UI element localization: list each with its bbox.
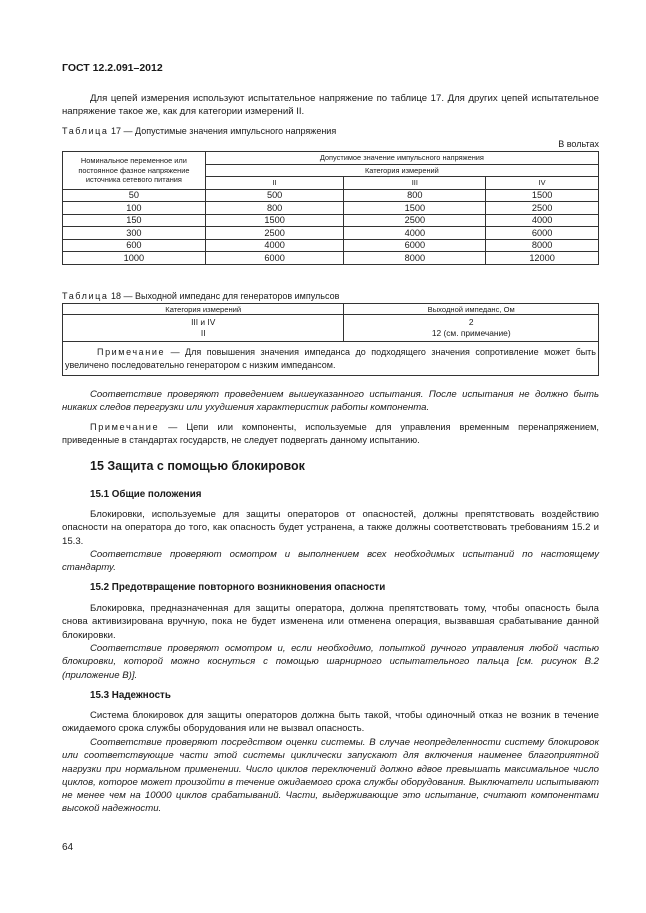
section-15-2-paragraph: Блокировка, предназначенная для защиты оператора, должна препятствовать тому, чтобы опасность была снова активизирована вручную, пока не будет изменена или отменена операция, вызвавшая срабатывание данной блокировки. bbox=[62, 603, 599, 641]
page-number: 64 bbox=[62, 842, 74, 853]
table17-category-header: III bbox=[344, 177, 486, 190]
section-15-3-compliance: Соответствие проверяют посредством оценки системы. В случае неопределенности систему блокировок или соответствующие части этой системы циклически запускают для включения наименее благоприятной нагрузки при нормальном применении. Число циклов переключений должно вдвое превышать максимальное число циклов, которое может произойти в течение ожидаемого срока службы оборудования. Выключатели испытывают не менее чем на 10000 циклов срабатываний. Части, выдерживающие это испытание, считают компонентами высокой надежности. bbox=[62, 737, 599, 815]
table17-caption-prefix: Таблица bbox=[62, 126, 109, 136]
table17-col1-header: Номинальное переменное или постоянное фазное напряжение источника сетевого питания bbox=[63, 152, 206, 190]
table18-impedance-2: 12 (см. примечание) bbox=[431, 328, 511, 338]
table-17 bbox=[62, 151, 599, 265]
table18-impedance-cell bbox=[344, 315, 599, 342]
table18-note-text: — Для повышения значения импеданса до подходящего значения сопротивление может быть увеличено последовательно генератором с низким импедансом. bbox=[65, 347, 596, 370]
table-cell: 6000 bbox=[344, 239, 486, 252]
table18-impedance-1: 2 bbox=[468, 317, 474, 327]
intro-paragraph: Для цепей измерения используют испытательное напряжение по таблице 17. Для других цепей испытательное напряжение такое же, как для категории измерений II. bbox=[62, 93, 599, 118]
section-15-2-compliance: Соответствие проверяют осмотром и, если необходимо, попыткой ручного управления любой частью блокировки, которой можно коснуться с помощью шарнирного испытательного пальца [см. рисунок В.2 (приложение В)]. bbox=[62, 643, 599, 681]
section-15-3-paragraph: Система блокировок для защиты операторов должна быть такой, чтобы одиночный отказ не возник в течение ожидаемого срока службы оборудования или не вызвал опасность. bbox=[62, 710, 599, 735]
table-cell: 1500 bbox=[344, 202, 486, 215]
table-cell: 6000 bbox=[205, 252, 344, 265]
table-cell: 12000 bbox=[486, 252, 599, 265]
table-row bbox=[63, 239, 599, 252]
note-text: — Цепи или компоненты, используемые для управления временным перенапряжением, приведенные в стандартах государств, не следует подвергать данному испытанию. bbox=[62, 422, 599, 445]
table18-category-cell bbox=[63, 315, 344, 342]
table-cell: 2500 bbox=[205, 227, 344, 240]
note-label: Примечание bbox=[90, 422, 160, 432]
document-header: ГОСТ 12.2.091–2012 bbox=[62, 62, 163, 74]
table-cell: 800 bbox=[344, 189, 486, 202]
table-cell: 500 bbox=[205, 189, 344, 202]
table18-caption-title: 18 — Выходной импеданс для генераторов импульсов bbox=[108, 291, 340, 301]
table-row bbox=[63, 202, 599, 215]
section-15-title: 15 Защита с помощью блокировок bbox=[90, 459, 305, 473]
note-paragraph bbox=[62, 421, 599, 446]
table-cell: 50 bbox=[63, 189, 206, 202]
table-cell: 1500 bbox=[205, 214, 344, 227]
table-cell: 2500 bbox=[344, 214, 486, 227]
table-cell: 8000 bbox=[344, 252, 486, 265]
section-15-1-title: 15.1 Общие положения bbox=[90, 489, 202, 500]
table17-group-header: Допустимое значение импульсного напряжения bbox=[205, 152, 598, 165]
section-15-1-compliance: Соответствие проверяют осмотром и выполнением всех необходимых испытаний по настоящему стандарту. bbox=[62, 549, 599, 574]
table-cell: 4000 bbox=[205, 239, 344, 252]
table-cell: 150 bbox=[63, 214, 206, 227]
table-row bbox=[63, 227, 599, 240]
table17-category-header: II bbox=[205, 177, 344, 190]
section-15-3-title: 15.3 Надежность bbox=[90, 690, 171, 701]
table-cell: 6000 bbox=[486, 227, 599, 240]
table18-note-label: Примечание bbox=[97, 347, 166, 357]
table17-category-header: IV bbox=[486, 177, 599, 190]
table-cell: 800 bbox=[205, 202, 344, 215]
table18-category-2: II bbox=[200, 328, 206, 338]
compliance-paragraph: Соответствие проверяют проведением вышеуказанного испытания. После испытания не должно быть никаких следов перегрузки или ухудшения характеристик работы компонента. bbox=[62, 389, 599, 414]
table-cell: 1500 bbox=[486, 189, 599, 202]
table-18 bbox=[62, 303, 599, 376]
table-cell: 600 bbox=[63, 239, 206, 252]
table17-caption bbox=[62, 126, 336, 136]
table18-note bbox=[63, 342, 599, 376]
table-row bbox=[63, 189, 599, 202]
table17-units: В вольтах bbox=[558, 139, 599, 149]
table18-col2-header: Выходной импеданс, Ом bbox=[344, 304, 599, 315]
table18-col1-header: Категория измерений bbox=[63, 304, 344, 315]
table17-caption-title: 17 — Допустимые значения импульсного напряжения bbox=[108, 126, 337, 136]
table-cell: 4000 bbox=[344, 227, 486, 240]
table-cell: 8000 bbox=[486, 239, 599, 252]
table18-caption-prefix: Таблица bbox=[62, 291, 109, 301]
section-15-2-title: 15.2 Предотвращение повторного возникновения опасности bbox=[90, 582, 386, 593]
section-15-1-paragraph: Блокировки, используемые для защиты операторов от опасностей, должны препятствовать воздействию опасности на оператора до того, как опасность будет устранена, а также должны соответствовать требованиям 15.2 и 15.3. bbox=[62, 509, 599, 547]
table-cell: 4000 bbox=[486, 214, 599, 227]
table17-subgroup-header: Категория измерений bbox=[205, 164, 598, 177]
table-cell: 2500 bbox=[486, 202, 599, 215]
table-row bbox=[63, 252, 599, 265]
table18-caption bbox=[62, 291, 339, 301]
table-row bbox=[63, 214, 599, 227]
table18-category-1: III и IV bbox=[191, 317, 216, 327]
table-cell: 300 bbox=[63, 227, 206, 240]
table-cell: 1000 bbox=[63, 252, 206, 265]
table-cell: 100 bbox=[63, 202, 206, 215]
